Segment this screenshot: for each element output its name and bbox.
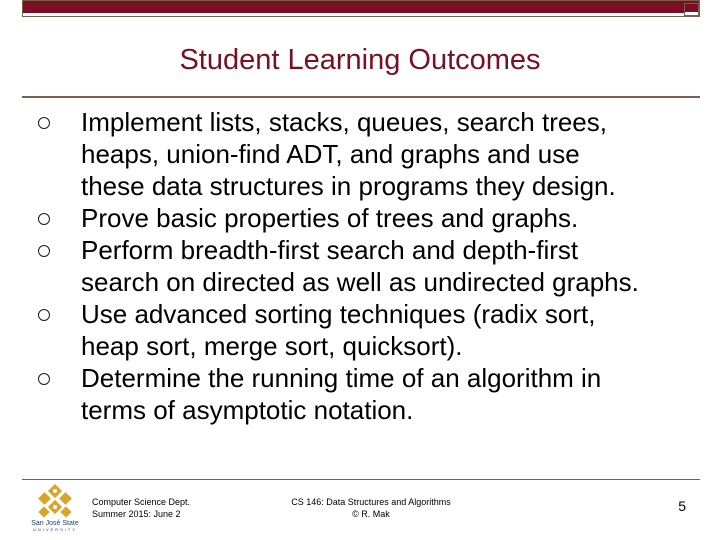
list-item bbox=[36, 234, 696, 298]
footer-author: © R. Mak bbox=[352, 509, 390, 519]
hollow-circle-bullet-icon bbox=[38, 245, 50, 257]
list-item-line: Perform breadth-first search and depth-first bbox=[81, 235, 579, 265]
list-item bbox=[36, 362, 696, 426]
header-bar-corner bbox=[684, 3, 699, 16]
hollow-circle-bullet-icon bbox=[38, 309, 50, 321]
list-item bbox=[36, 106, 696, 202]
logo-wordmark bbox=[27, 520, 83, 532]
footer-course-title bbox=[255, 496, 487, 520]
footer-course: CS 146: Data Structures and Algorithms bbox=[291, 497, 451, 507]
hollow-circle-bullet-icon bbox=[38, 213, 50, 225]
list-item-line: these data structures in programs they design. bbox=[81, 171, 616, 201]
footer-divider bbox=[22, 479, 700, 480]
list-item bbox=[36, 202, 696, 234]
logo-subtext: UNIVERSITY bbox=[32, 527, 77, 532]
list-item bbox=[36, 298, 696, 362]
hollow-circle-bullet-icon bbox=[38, 373, 50, 385]
list-item-line: Prove basic properties of trees and graphs. bbox=[81, 203, 579, 233]
footer-dept: Computer Science Dept. bbox=[92, 497, 191, 507]
list-item-line: heaps, union-find ADT, and graphs and use bbox=[81, 139, 580, 169]
seal-icon bbox=[27, 484, 83, 520]
university-logo bbox=[27, 484, 83, 538]
list-item-line: Determine the running time of an algorithm in bbox=[81, 363, 602, 393]
list-item-line: heap sort, merge sort, quicksort). bbox=[81, 331, 463, 361]
slide-title: Student Learning Outcomes bbox=[179, 44, 541, 76]
header-bar bbox=[22, 0, 700, 17]
list-item-line: search on directed as well as undirected graphs. bbox=[81, 267, 639, 297]
page-number: 5 bbox=[678, 498, 686, 514]
hollow-circle-bullet-icon bbox=[38, 117, 50, 129]
outcome-list bbox=[36, 106, 696, 426]
list-item-line: Implement lists, stacks, queues, search trees, bbox=[81, 107, 607, 137]
logo-name: San José State bbox=[31, 520, 79, 527]
footer-term: Summer 2015: June 2 bbox=[92, 509, 181, 519]
title-divider bbox=[22, 96, 700, 98]
list-item-line: Use advanced sorting techniques (radix sort, bbox=[81, 299, 596, 329]
list-item-line: terms of asymptotic notation. bbox=[81, 395, 414, 425]
footer-course-info bbox=[92, 496, 190, 520]
